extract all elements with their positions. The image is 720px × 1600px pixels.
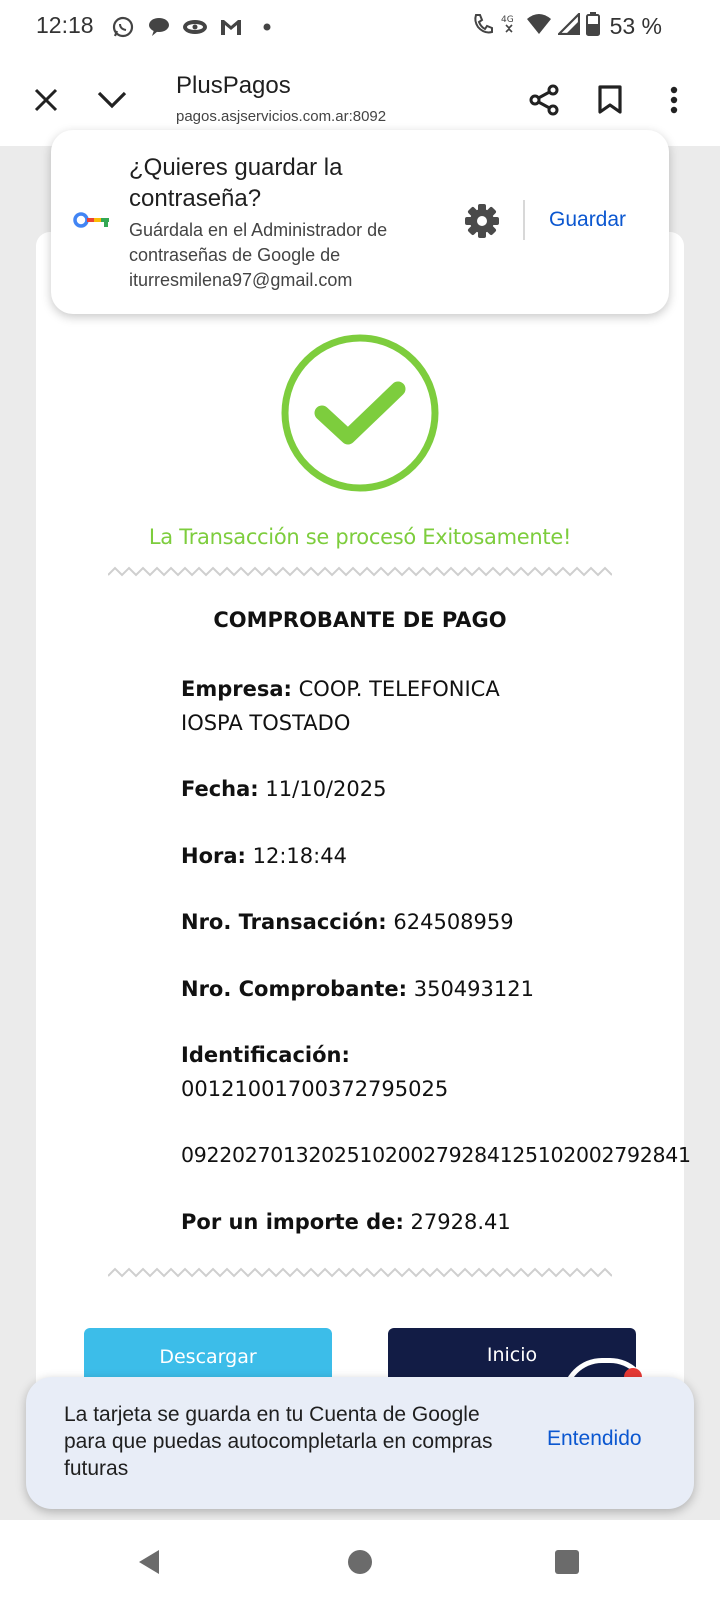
whatsapp-icon [110,14,136,40]
save-password-title: ¿Quieres guardar la contraseña? [129,154,343,212]
fecha-field [181,772,386,806]
snackbar-understood-button[interactable]: Entendido [547,1427,642,1450]
fecha-label: Fecha: [181,777,259,801]
system-icons [472,12,662,41]
share-icon [528,84,560,116]
signal-icon [558,13,580,40]
comprobante-field [181,972,534,1006]
dot-icon [254,14,280,40]
google-key-icon [73,210,111,230]
receipt-title: COMPROBANTE DE PAGO [213,608,507,632]
snackbar-message: La tarjeta se guarda en tu Cuenta de Google para que puedas autocompletarla en compras futuras [64,1403,493,1480]
importe-label: Por un importe de: [181,1210,404,1234]
more-vert-icon [670,86,678,114]
transaccion-label: Nro. Transacción: [181,910,387,934]
empresa-label: Empresa: [181,677,292,701]
identificacion-label-text: Identificación: [181,1043,350,1067]
overflow-menu-button[interactable] [654,80,694,120]
chat-icon [146,14,172,40]
page-title: PlusPagos [176,72,291,99]
save-password-button[interactable]: Guardar [549,208,627,231]
notification-icons [110,14,280,40]
barcode-number: 0922027013202510200279284125102002792841 [181,1143,691,1167]
empresa-field [181,672,500,706]
save-password-prompt [51,130,669,314]
home-button[interactable]: Inicio [388,1328,636,1388]
wifi-icon [526,13,552,40]
identificacion-label [181,1038,350,1072]
zigzag-divider-bottom [108,1266,612,1280]
volte-call-icon [472,12,494,41]
gmail-icon [218,14,244,40]
success-message: La Transacción se procesó Exitosamente! [148,525,572,549]
empresa-value-line2: IOSPA TOSTADO [181,711,351,735]
importe-value: 27928.41 [410,1210,511,1234]
bookmark-icon [597,85,623,115]
card-saved-snackbar [26,1377,694,1509]
battery-icon [586,12,600,41]
chevron-down-icon [97,90,127,110]
bookmark-button[interactable] [590,80,630,120]
download-button[interactable]: Descargar [84,1328,332,1388]
success-check-icon [280,333,440,493]
comprobante-label: Nro. Comprobante: [181,977,408,1001]
status-time: 12:18 [36,12,94,38]
minimize-button[interactable] [92,82,132,118]
status-bar [0,0,720,56]
fecha-value: 11/10/2025 [265,777,387,801]
identificacion-value: 00121001700372795025 [181,1077,449,1101]
svg-text:4G: 4G [500,15,514,25]
hora-label: Hora: [181,844,246,868]
recents-icon[interactable] [555,1550,579,1574]
transaccion-field [181,905,514,939]
battery-percentage: 53 % [609,13,662,39]
zigzag-divider-top [108,565,612,579]
hora-value: 12:18:44 [252,844,347,868]
home-nav-icon[interactable] [348,1550,372,1574]
4g-icon [500,12,520,41]
empresa-value-line1: COOP. TELEFONICA [298,677,500,701]
transaccion-value: 624508959 [393,910,514,934]
share-button[interactable] [524,80,564,120]
comprobante-value: 350493121 [413,977,534,1001]
save-password-description: Guárdala en el Administrador de contraseñas de Google de iturresmilena97@gmail.com [129,220,388,290]
gear-icon[interactable] [463,202,501,240]
close-button[interactable] [28,82,64,118]
prompt-divider [523,200,525,240]
page-url[interactable]: pagos.asjservicios.com.ar:8092 [176,108,387,125]
eye-icon [182,14,208,40]
close-icon [33,87,59,113]
back-icon[interactable] [137,1548,161,1576]
system-navigation-bar [0,1520,720,1600]
importe-field [181,1205,511,1239]
hora-field [181,839,347,873]
